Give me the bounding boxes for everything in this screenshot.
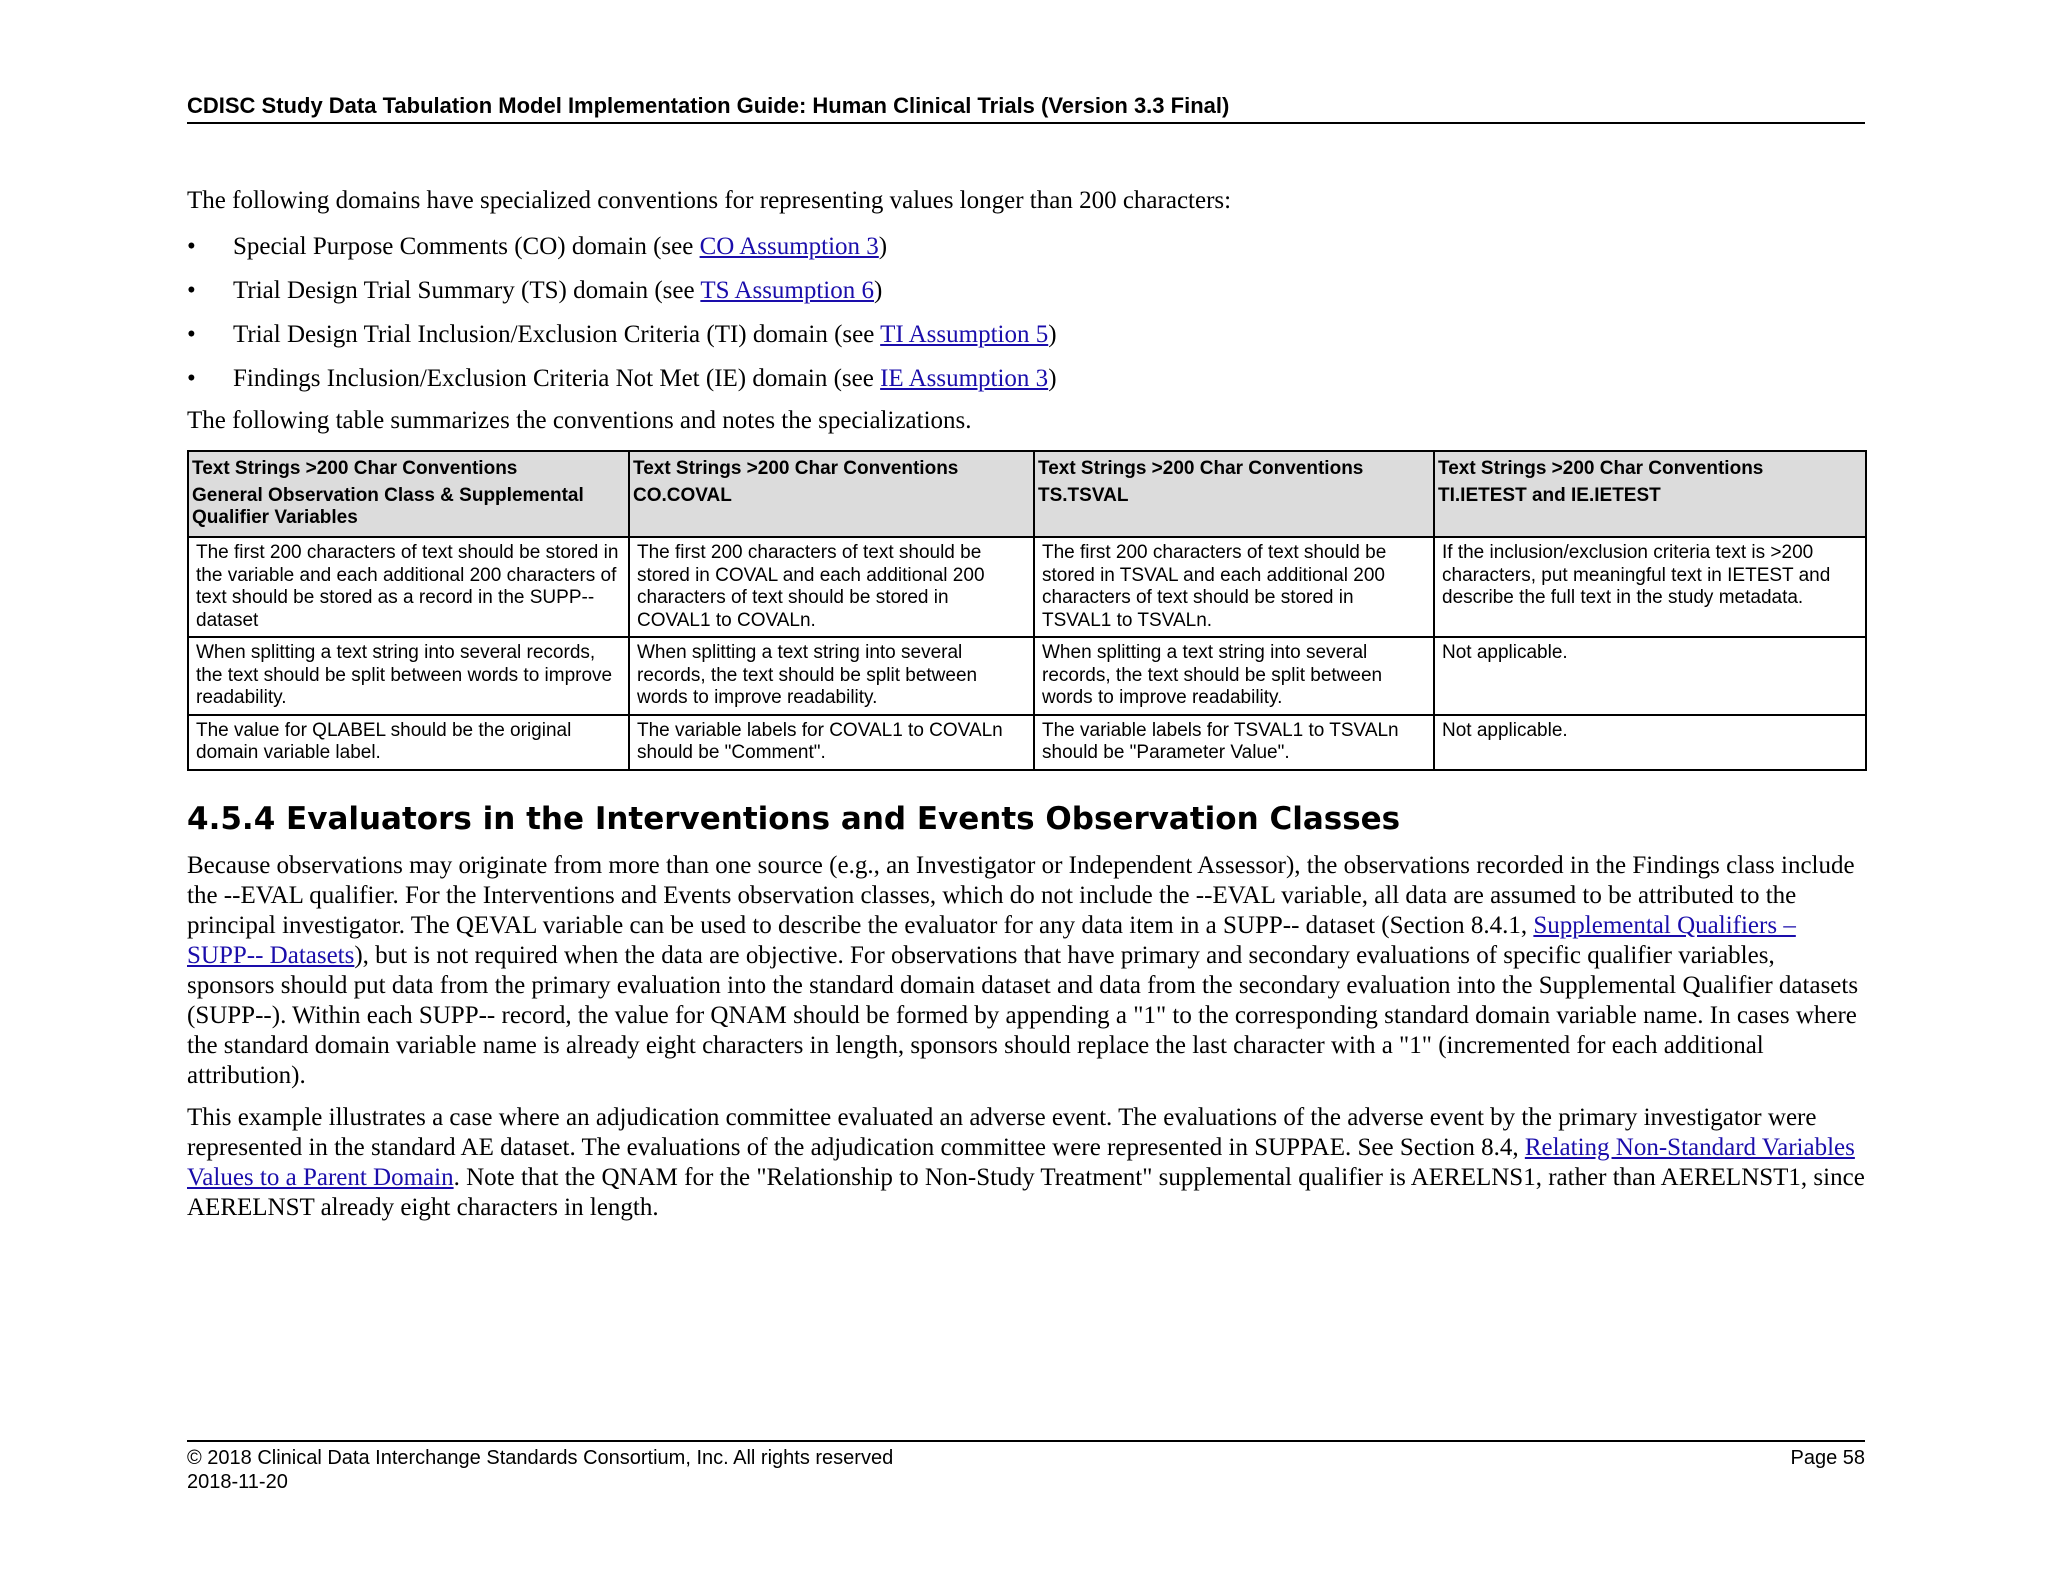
- domain-list: [187, 232, 1867, 394]
- paragraph-text: This example illustrates a case where an adjudication committee evaluated an adverse event. The evaluations of the adverse event by the primary investigator were represented in the standard AE dataset. The evaluations of the adjudication committee were represented in SUPPAE. See Section 8.4,: [187, 1103, 1817, 1161]
- page-content: [187, 186, 1867, 1235]
- table-cell: When splitting a text string into several records, the text should be split between words to improve readability.: [629, 637, 1034, 715]
- paragraph-text: ), but is not required when the data are objective. For observations that have primary and secondary evaluations of specific qualifier variables, sponsors should put data from the primary evaluation into the standard domain dataset and data from the secondary evaluation into the Supplemental Qualifier datasets (SUPP--). Within each SUPP-- record, the value for QNAM should be formed by appending a "1" to the corresponding standard domain variable name. In cases where the standard domain variable name is already eight characters in length, sponsors should replace the last character with a "1" (incremented for each additional attribution).: [187, 941, 1859, 1089]
- table-cell: The first 200 characters of text should be stored in COVAL and each additional 200 characters of text should be stored in COVAL1 to COVALn.: [629, 537, 1034, 637]
- list-item: [187, 232, 1867, 262]
- paragraph-text: . Note that the QNAM for the "Relationship to Non-Study Treatment" supplemental qualifier is AERELNS1, rather than AERELNST1, since AERELNST already eight characters in length.: [187, 1163, 1865, 1221]
- footer-date: 2018-11-20: [187, 1471, 288, 1493]
- column-header: [629, 451, 1034, 537]
- column-header-subtitle: TI.IETEST and IE.IETEST: [1438, 485, 1661, 506]
- table-cell: The variable labels for TSVAL1 to TSVALn should be "Parameter Value".: [1034, 715, 1434, 770]
- evaluators-paragraph: [187, 851, 1867, 1091]
- column-header-title: Text Strings >200 Char Conventions: [633, 458, 959, 479]
- example-paragraph: [187, 1103, 1867, 1223]
- list-item-text: Trial Design Trial Summary (TS) domain (see: [233, 277, 701, 304]
- relating-non-standard-link[interactable]: Relating Non-Standard Variables Values to a Parent Domain: [187, 1133, 1855, 1191]
- list-item-text: Special Purpose Comments (CO) domain (see: [233, 233, 700, 260]
- table-cell: The first 200 characters of text should be stored in the variable and each additional 200 characters of text should be stored as a record in the SUPP-- dataset: [188, 537, 629, 637]
- supplemental-qualifiers-link[interactable]: Supplemental Qualifiers – SUPP-- Datasets: [187, 911, 1796, 969]
- table-cell: Not applicable.: [1434, 637, 1866, 715]
- paragraph-text: Because observations may originate from more than one source (e.g., an Investigator or Independent Assessor), the observations recorded in the Findings class include the --EVAL qualifier. For the Interventions and Events observation classes, which do not include the --EVAL variable, all data are assumed to be attributed to the principal investigator. The QEVAL variable can be used to describe the evaluator for any data item in a SUPP-- dataset (Section 8.4.1,: [187, 851, 1855, 939]
- list-item-text: Trial Design Trial Inclusion/Exclusion Criteria (TI) domain (see: [233, 321, 881, 348]
- list-item-suffix: ): [878, 233, 888, 260]
- column-header: [188, 451, 629, 537]
- table-cell: Not applicable.: [1434, 715, 1866, 770]
- table-cell: If the inclusion/exclusion criteria text is >200 characters, put meaningful text in IETEST and describe the full text in the study metadata.: [1434, 537, 1866, 637]
- bullet-icon: •: [187, 233, 196, 260]
- bullet-icon: •: [187, 321, 196, 348]
- list-item-suffix: ): [1048, 321, 1057, 348]
- intro-paragraph: The following domains have specialized conventions for representing values longer than 200 characters:: [187, 187, 1232, 214]
- column-header-title: Text Strings >200 Char Conventions: [192, 458, 518, 479]
- list-item-text: Findings Inclusion/Exclusion Criteria Not Met (IE) domain (see: [233, 365, 881, 392]
- list-item-suffix: ): [874, 277, 883, 304]
- column-header: [1434, 451, 1866, 537]
- list-item-suffix: ): [1048, 365, 1057, 392]
- page-footer: [187, 1440, 1865, 1494]
- table-intro-paragraph: The following table summarizes the conventions and notes the specializations.: [187, 407, 972, 434]
- conventions-table: [187, 450, 1867, 771]
- bullet-icon: •: [187, 365, 196, 392]
- page-number: Page 58: [1790, 1447, 1865, 1469]
- table-cell: The first 200 characters of text should be stored in TSVAL and each additional 200 characters of text should be stored in TSVAL1 to TSVALn.: [1034, 537, 1434, 637]
- table-cell: The value for QLABEL should be the original domain variable label.: [188, 715, 629, 770]
- section-heading: 4.5.4 Evaluators in the Interventions and Events Observation Classes: [187, 800, 1401, 837]
- table-row: [188, 637, 1866, 715]
- table-row: [188, 537, 1866, 637]
- table-cell: The variable labels for COVAL1 to COVALn should be "Comment".: [629, 715, 1034, 770]
- list-item: [187, 276, 1867, 306]
- list-item: [187, 364, 1867, 394]
- table-cell: When splitting a text string into several records, the text should be split between words to improve readability.: [188, 637, 629, 715]
- column-header-subtitle: CO.COVAL: [633, 485, 732, 506]
- ie-assumption-link[interactable]: IE Assumption 3: [880, 365, 1049, 392]
- column-header-title: Text Strings >200 Char Conventions: [1038, 458, 1364, 479]
- column-header: [1034, 451, 1434, 537]
- ts-assumption-link[interactable]: TS Assumption 6: [700, 277, 875, 304]
- table-cell: When splitting a text string into several records, the text should be split between words to improve readability.: [1034, 637, 1434, 715]
- table-row: [188, 715, 1866, 770]
- bullet-icon: •: [187, 277, 196, 304]
- ti-assumption-link[interactable]: TI Assumption 5: [880, 321, 1049, 348]
- co-assumption-link[interactable]: CO Assumption 3: [699, 233, 879, 260]
- column-header-title: Text Strings >200 Char Conventions: [1438, 458, 1764, 479]
- column-header-subtitle: General Observation Class & Supplemental Qualifier Variables: [192, 485, 584, 528]
- list-item: [187, 320, 1867, 350]
- running-header: CDISC Study Data Tabulation Model Implementation Guide: Human Clinical Trials (Version 3.3 Final): [187, 92, 1865, 124]
- copyright-text: © 2018 Clinical Data Interchange Standards Consortium, Inc. All rights reserved: [187, 1447, 894, 1469]
- column-header-subtitle: TS.TSVAL: [1038, 485, 1129, 506]
- table-header-row: [188, 451, 1866, 537]
